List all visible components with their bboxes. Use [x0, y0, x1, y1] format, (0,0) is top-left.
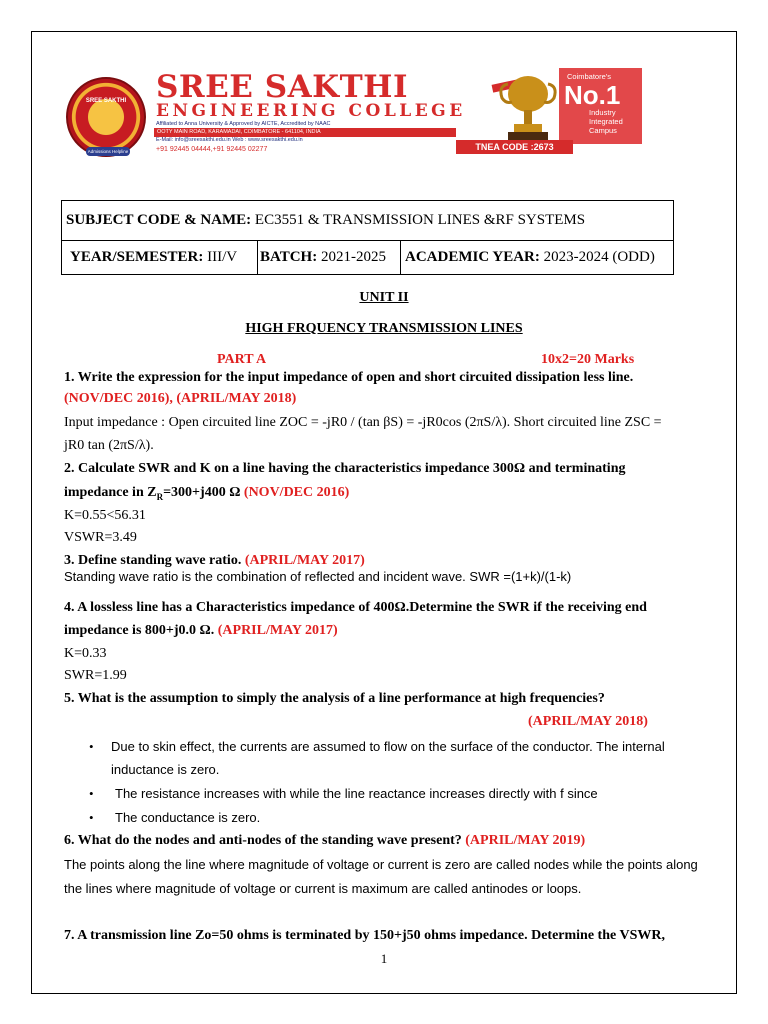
year-label: YEAR/SEMESTER: — [70, 249, 204, 265]
rank-top-text: Coimbatore's — [567, 72, 611, 81]
page-number: 1 — [380, 951, 388, 966]
question-2-line1: 2. Calculate SWR and K on a line having the characteristics impedance 300Ω and terminating — [64, 461, 626, 476]
question-4-line1: 4. A lossless line has a Characteristics impedance of 400Ω.Determine the SWR if the receiving end — [64, 600, 647, 615]
question-2-post: =300+j400 Ω — [163, 485, 244, 500]
question-5-ref: (APRIL/MAY 2018) — [528, 714, 648, 729]
academic-year-cell — [401, 241, 674, 275]
question-7: 7. A transmission line Zo=50 ohms is terminated by 150+j50 ohms impedance. Determine the VSWR, — [64, 928, 665, 943]
answer-1-line2: jR0 tan (2πS/λ). — [64, 438, 154, 453]
question-1: 1. Write the expression for the input impedance of open and short circuited dissipation less line. — [64, 370, 634, 385]
question-5: 5. What is the assumption to simply the analysis of a line performance at high frequencies? — [64, 691, 605, 706]
year-value: III/V — [203, 249, 238, 265]
question-2-ref: (NOV/DEC 2016) — [243, 485, 350, 500]
subject-label: SUBJECT CODE & NAME: — [66, 212, 252, 228]
answer-5-bullet-1-line1: Due to skin effect, the currents are assumed to flow on the surface of the conductor. The internal — [111, 739, 665, 754]
question-6-ref: (APRIL/MAY 2019) — [465, 833, 586, 848]
answer-5-bullet-3: The conductance is zero. — [115, 810, 261, 825]
question-4-text: impedance is 800+j0.0 Ω. — [64, 623, 218, 638]
college-seal-logo — [66, 77, 146, 157]
rank-line: Integrated — [589, 117, 623, 126]
college-banner — [66, 68, 642, 156]
question-3 — [64, 553, 365, 569]
college-subtitle: ENGINEERING COLLEGE — [156, 101, 466, 121]
affiliation-text: Affiliated to Anna University & Approved by AICTE, Accredited by NAAC — [156, 121, 331, 127]
batch-label: BATCH: — [260, 249, 318, 265]
answer-6-line2: the lines where magnitude of voltage or current is maximum are called antinodes or loops. — [64, 881, 582, 896]
question-3-text: 3. Define standing wave ratio. — [64, 553, 245, 568]
unit-heading: UNIT II — [359, 290, 409, 305]
rank-lines — [589, 108, 623, 135]
contact-text: E-Mail: info@sreesakthi.edu.in Web : www.sreesakthi.edu.in — [156, 137, 303, 143]
answer-5-bullet-2: The resistance increases with while the line reactance increases directly with f since — [115, 786, 598, 801]
question-6 — [64, 833, 585, 849]
marks-text: 10x2=20 Marks — [541, 352, 635, 367]
phone-text: +91 92445 04444,+91 92445 02277 — [156, 146, 268, 153]
bullet-dot: • — [89, 739, 94, 754]
answer-2-vswr: VSWR=3.49 — [64, 530, 137, 545]
rank-line: Industry — [589, 108, 616, 117]
answer-3: Standing wave ratio is the combination of reflected and incident wave. SWR =(1+k)/(1-k) — [64, 569, 572, 584]
question-4-line2 — [64, 623, 338, 639]
rank-line: Campus — [589, 126, 617, 135]
question-2-pre: impedance in Z — [64, 485, 157, 500]
admissions-helpline-badge: Admissions Helpline — [87, 149, 129, 154]
college-name: SREE SAKTHI — [156, 69, 408, 105]
bullet-dot: • — [89, 810, 94, 825]
seal-text: SREE SAKTHI — [85, 98, 127, 104]
subject-cell — [62, 201, 674, 241]
question-2-line2 — [64, 485, 349, 502]
subject-value: EC3551 & TRANSMISSION LINES &RF SYSTEMS — [251, 212, 586, 228]
answer-1-line1: Input impedance : Open circuited line ZOC = -jR0 / (tan βS) = -jR0cos (2πS/λ). Short circuited line ZSC = — [64, 415, 662, 430]
question-2-sub: R — [156, 491, 164, 502]
answer-4-swr: SWR=1.99 — [64, 668, 127, 683]
trophy-icon — [496, 72, 561, 150]
unit-title: HIGH FRQUENCY TRANSMISSION LINES — [245, 321, 523, 336]
question-4-ref: (APRIL/MAY 2017) — [217, 623, 338, 638]
rank-badge — [559, 68, 642, 144]
academic-year-value: 2023-2024 (ODD) — [539, 249, 655, 265]
answer-2-k: K=0.55<56.31 — [64, 508, 146, 523]
batch-cell — [258, 241, 401, 275]
answer-5-bullet-1-line2: inductance is zero. — [111, 762, 220, 777]
batch-value: 2021-2025 — [317, 249, 386, 265]
rank-big-text: No.1 — [564, 80, 621, 110]
question-6-text: 6. What do the nodes and anti-nodes of the standing wave present? — [64, 833, 466, 848]
answer-6-line1: The points along the line where magnitude of voltage or current is zero are called nodes while the points along — [64, 857, 698, 872]
question-1-ref: (NOV/DEC 2016), (APRIL/MAY 2018) — [64, 391, 297, 406]
course-info-table — [61, 200, 674, 275]
question-3-ref: (APRIL/MAY 2017) — [244, 553, 365, 568]
tnea-code-badge: TNEA CODE :2673 — [456, 140, 573, 154]
answer-4-k: K=0.33 — [64, 646, 107, 661]
address-strip: OOTY MAIN ROAD, KARAMADAI, COIMBATORE - 641104, INDIA — [154, 128, 456, 137]
year-cell — [62, 241, 258, 275]
bullet-dot: • — [89, 786, 94, 801]
academic-year-label: ACADEMIC YEAR: — [405, 249, 540, 265]
part-heading: PART A — [217, 352, 267, 367]
